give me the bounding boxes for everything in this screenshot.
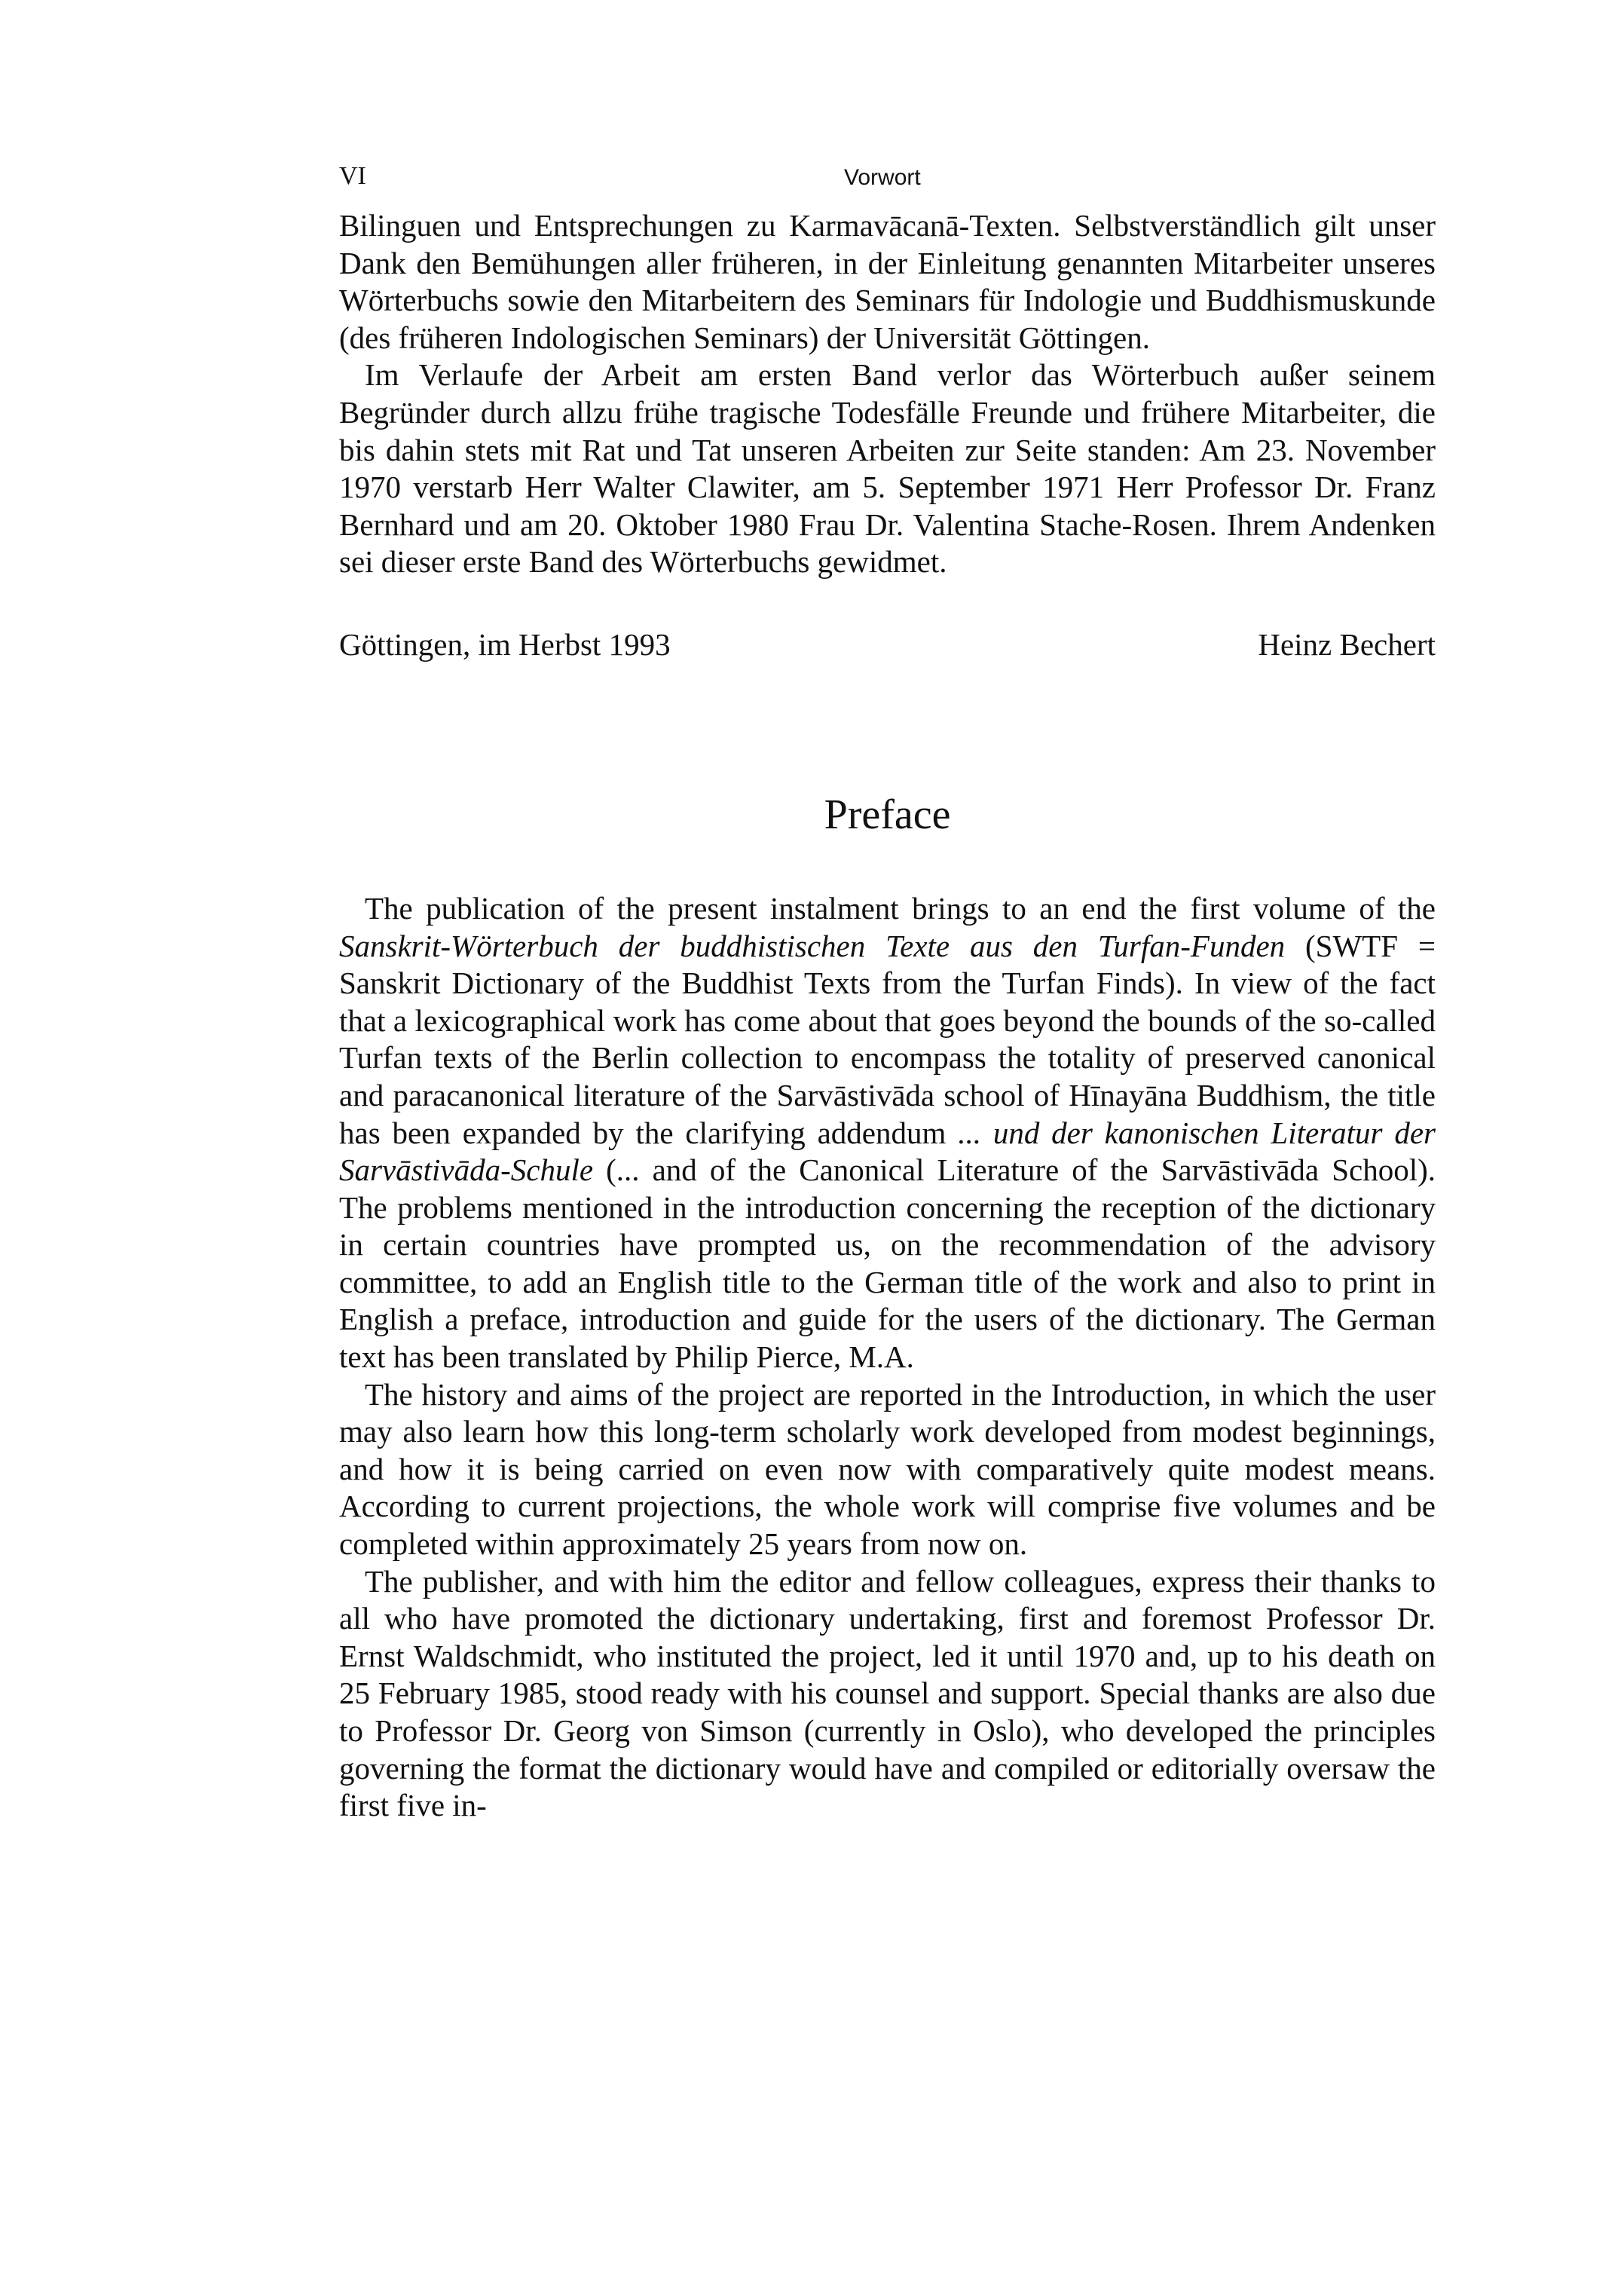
running-head: [339, 162, 1436, 207]
preface-p1-text-c: (... and of the Canonical Literature of the Sarvāstivāda School). The problems mentioned in the introduction concerning the reception of the dictionary in certain countries have prompted us, on the recommendation of the advisory committee, to add an English title to the German title of the work and also to print in English a preface, introduction and guide for the users of the dictionary. The German text has been translated by Philip Pierce, M.A.: [339, 1152, 1436, 1375]
signature-line: [339, 626, 1436, 664]
vorwort-paragraph-1: Bilinguen und Entsprechungen zu Karmavācanā-Texten. Selbstverständlich gilt unser Dank den Bemühungen aller früheren, in der Einleitung genannten Mitarbeiter unseres Wörterbuchs sowie den Mitarbeitern des Seminars für Indologie und Buddhismuskunde (des früheren Indologischen Seminars) der Universität Göttingen.: [339, 208, 1436, 355]
running-title: Vorwort: [844, 165, 921, 190]
page-number: VI: [339, 162, 366, 190]
preface-p1-text-b: (SWTF = Sanskrit Dictionary of the Buddhist Texts from the Turfan Finds). In view of the fact that a lexicographical work has come about that goes beyond the bounds of the so-called Turfan texts of the Berlin collection to encompass the totality of preserved canonical and paracanonical literature of the Sarvāstivāda school of Hīnayāna Buddhism, the title has been expanded by the clarifying addendum: [339, 928, 1436, 1150]
document-page: [339, 162, 1436, 1825]
vorwort-paragraph-2: Im Verlaufe der Arbeit am ersten Band verlor das Wörterbuch außer seinem Begründer durch allzu frühe tragische Todesfälle Freunde und frühere Mitarbeiter, die bis dahin stets mit Rat und Tat unseren Arbeiten zur Seite standen: Am 23. November 1970 verstarb Herr Walter Clawiter, am 5. September 1971 Herr Professor Dr. Franz Bernhard und am 20. Oktober 1980 Frau Dr. Valentina Stache-Rosen. Ihrem Andenken sei dieser erste Band des Wörterbuchs gewidmet.: [339, 357, 1436, 580]
preface-p1-dictionary-title: Sanskrit-Wörterbuch der buddhistischen Texte aus den Turfan-Funden: [339, 928, 1286, 963]
preface-p1-addendum: ... und der kanonischen Literatur der Sarvāstivāda-Schule: [339, 1115, 1436, 1188]
preface-paragraph-1: [339, 890, 1436, 1376]
preface-heading: Preface: [824, 791, 951, 838]
preface-paragraph-2: The history and aims of the project are reported in the Introduction, in which the user may also learn how this long-term scholarly work developed from modest beginnings, and how it is being carried on even now with comparatively quite modest means. According to current projections, the whole work will comprise five volumes and be completed within approximately 25 years from now on.: [339, 1376, 1436, 1562]
preface-section: [339, 890, 1436, 1825]
vorwort-section: [339, 207, 1436, 581]
preface-p1-text-a: The publication of the present instalment brings to an end the first volume of the: [365, 890, 1436, 926]
preface-paragraph-3: The publisher, and with him the editor and fellow colleagues, express their thanks to all who have promoted the dictionary undertaking, first and foremost Professor Dr. Ernst Waldschmidt, who instituted the project, led it until 1970 and, up to his death on 25 February 1985, stood ready with his counsel and support. Special thanks are also due to Professor Dr. Georg von Simson (currently in Oslo), who developed the principles governing the format the dictionary would have and compiled or editorially oversaw the first five in-: [339, 1563, 1436, 1823]
signature-place-date: Göttingen, im Herbst 1993: [339, 626, 671, 662]
signature-author: Heinz Bechert: [1258, 626, 1436, 662]
